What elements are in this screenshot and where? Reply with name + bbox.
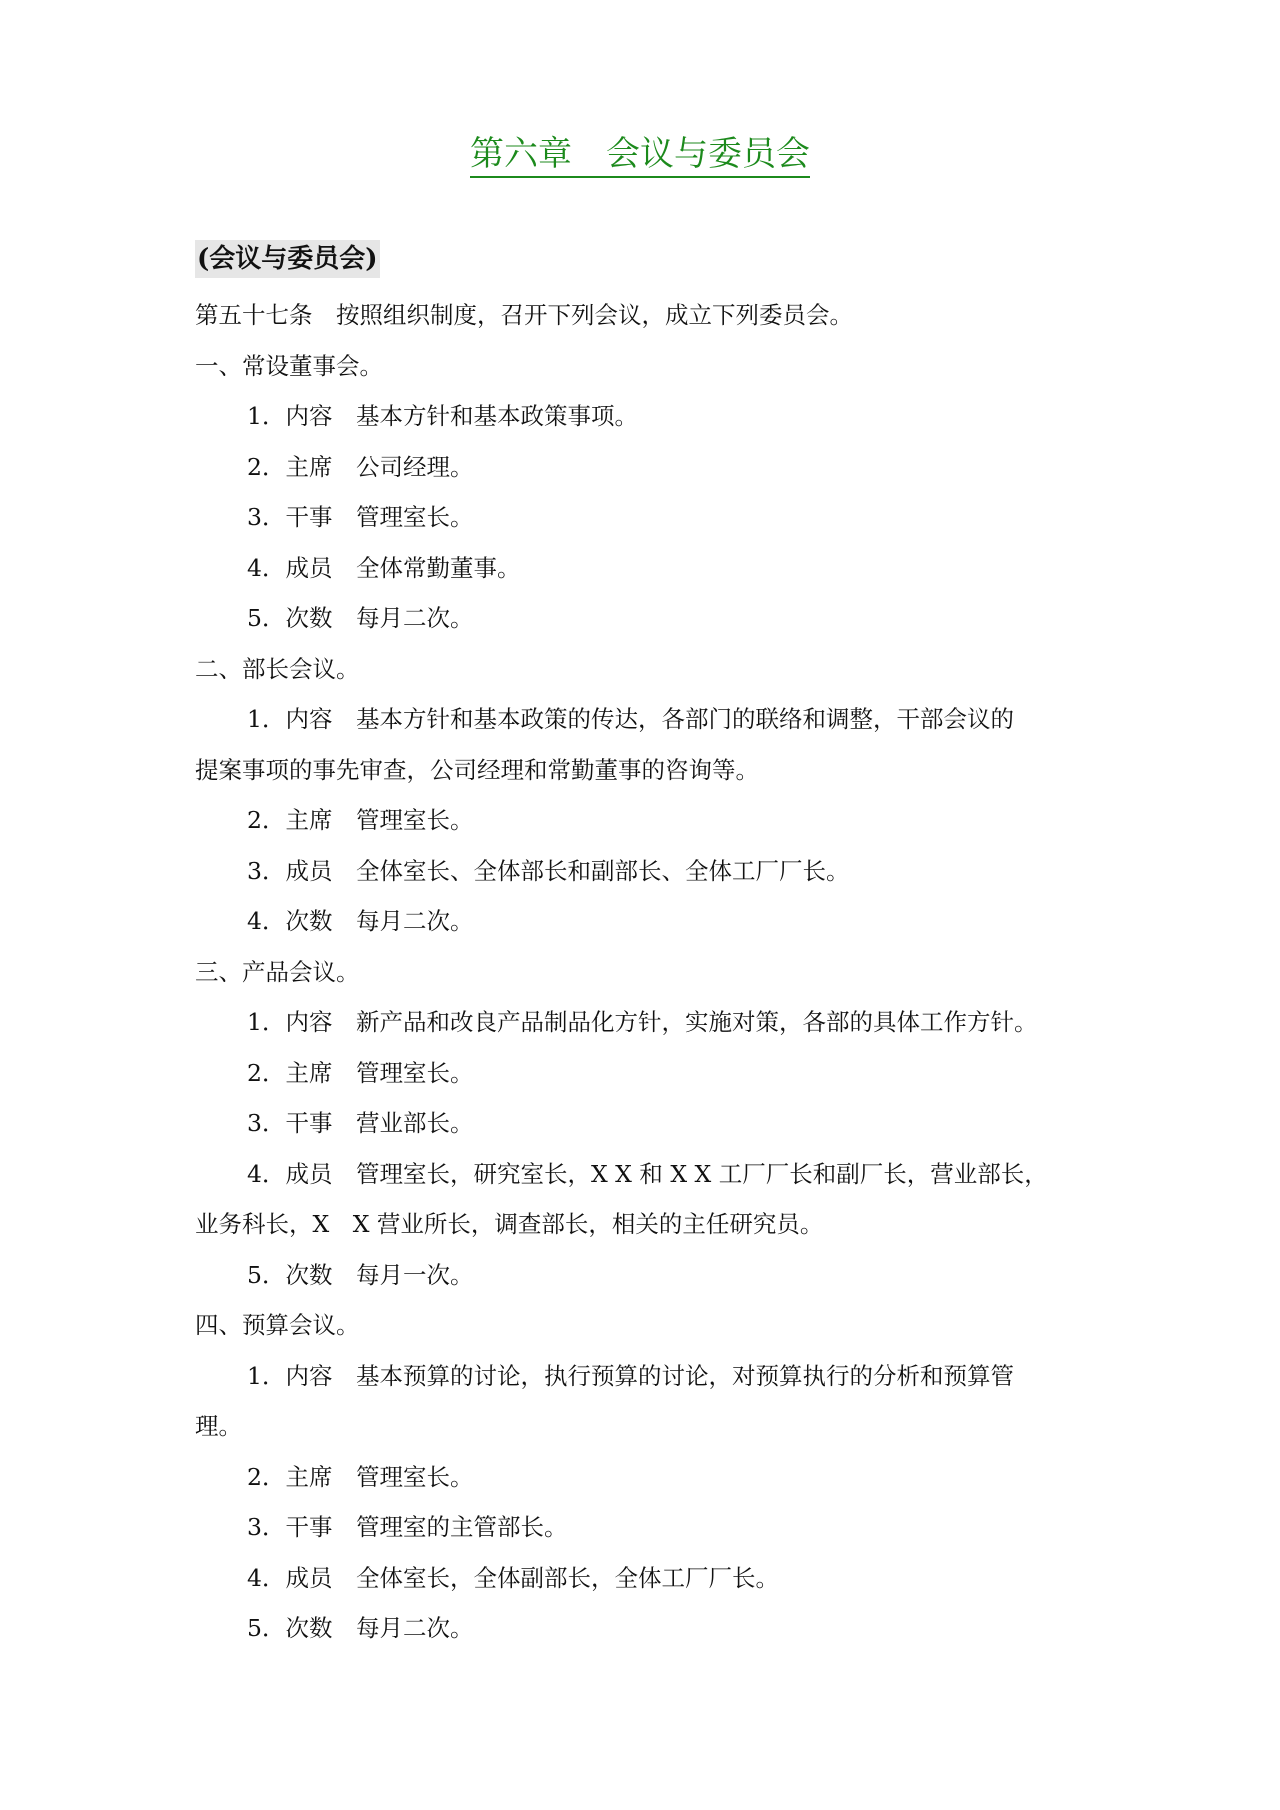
list-item: 3．成员 全体室长、全体部长和副部长、全体工厂厂长。 [247, 856, 850, 885]
list-item: 2．主席 管理室长。 [247, 1058, 474, 1087]
section-title: 二、部长会议。 [195, 654, 360, 683]
list-item: 5．次数 每月一次。 [247, 1260, 474, 1289]
list-item: 3．干事 管理室长。 [247, 503, 474, 531]
list-item: 4．成员 管理室长，研究室长，X X 和 X X 工厂厂长和副厂长，营业部长， [247, 1159, 1048, 1188]
list-item: 2．主席 公司经理。 [247, 452, 474, 481]
document-body [195, 290, 1095, 1654]
list-item-continuation: 业务科长，X X 营业所长，调查部长，相关的主任研究员。 [195, 1210, 824, 1238]
list-item: 3．干事 营业部长。 [247, 1109, 474, 1137]
list-item: 1．内容 基本方针和基本政策的传达，各部门的联络和调整，干部会议的 [247, 705, 1014, 733]
section-title: 四、预算会议。 [195, 1311, 360, 1339]
list-item-continuation: 理。 [195, 1412, 242, 1440]
list-item: 1．内容 基本预算的讨论，执行预算的讨论，对预算执行的分析和预算管 [247, 1361, 1014, 1390]
list-item: 5．次数 每月二次。 [247, 604, 474, 632]
list-item: 1．内容 新产品和改良产品制品化方针，实施对策，各部的具体工作方针。 [247, 1008, 1038, 1036]
list-item: 2．主席 管理室长。 [247, 1462, 474, 1491]
section-title: 三、产品会议。 [195, 957, 360, 986]
list-item: 2．主席 管理室长。 [247, 806, 474, 834]
list-item: 4．成员 全体常勤董事。 [247, 553, 521, 582]
list-item-continuation: 提案事项的事先审查，公司经理和常勤董事的咨询等。 [195, 755, 759, 784]
section-title: 一、常设董事会。 [195, 351, 383, 380]
list-item: 5．次数 每月二次。 [247, 1614, 474, 1642]
list-item: 4．成员 全体室长，全体副部长，全体工厂厂长。 [247, 1563, 779, 1592]
list-item: 4．次数 每月二次。 [247, 907, 474, 935]
list-item: 3．干事 管理室的主管部长。 [247, 1513, 568, 1541]
chapter-title: 第六章 会议与委员会 [0, 132, 1280, 176]
article-line: 第五十七条 按照组织制度，召开下列会议，成立下列委员会。 [195, 301, 853, 329]
list-item: 1．内容 基本方针和基本政策事项。 [247, 402, 638, 430]
section-heading: (会议与委员会) [195, 240, 380, 278]
